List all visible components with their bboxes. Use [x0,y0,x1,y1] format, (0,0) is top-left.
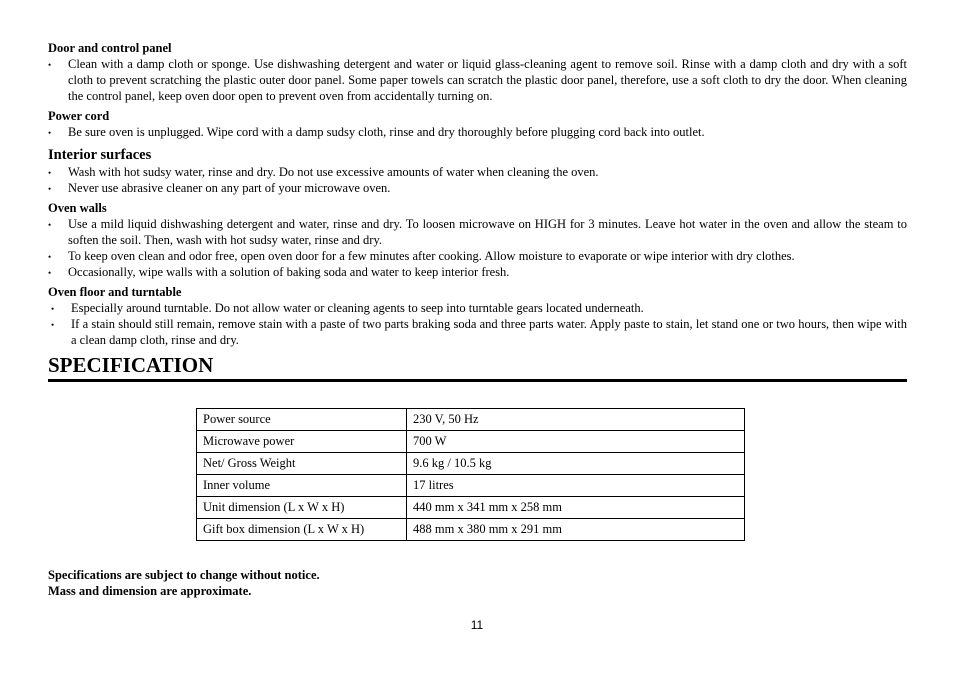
list-item-text: Be sure oven is unplugged. Wipe cord with a damp sudsy cloth, rinse and dry thoroughly before plugging cord back into outlet. [68,125,705,139]
bullet-list-power-cord [48,124,907,140]
spec-label: Microwave power [197,431,407,453]
bullet-icon: • [48,252,52,262]
spec-label: Unit dimension (L x W x H) [197,497,407,519]
bullet-icon: • [48,128,52,138]
list-item [48,216,907,248]
list-item [48,164,907,180]
list-item-text: Use a mild liquid dishwashing detergent and water, rinse and dry. To loosen microwave on HIGH for 3 minutes. Leave hot water in the oven and allow the steam to soften the soil. Then, wash with hot sudsy water, rinse and dry. [68,217,907,247]
bullet-list-oven-floor-turntable [48,300,907,348]
bullet-icon: • [48,60,52,70]
spec-label: Net/ Gross Weight [197,453,407,475]
spec-label: Power source [197,409,407,431]
bullet-list-interior-surfaces [48,164,907,196]
table-row [197,475,745,497]
specification-table [196,408,745,541]
bullet-icon: • [51,320,55,330]
table-row [197,409,745,431]
note-line: Mass and dimension are approximate. [48,584,252,598]
list-item-text: Occasionally, wipe walls with a solution of baking soda and water to keep interior fresh. [68,265,510,279]
spec-value: 700 W [407,431,745,453]
list-item [48,180,907,196]
table-row [197,431,745,453]
spec-value: 488 mm x 380 mm x 291 mm [407,519,745,541]
section-heading-interior-surfaces: Interior surfaces [48,147,152,163]
list-item [48,316,907,348]
spec-value: 17 litres [407,475,745,497]
list-item [48,56,907,104]
bullet-icon: • [48,168,52,178]
document-page [48,40,907,598]
spec-label: Inner volume [197,475,407,497]
note-line: Specifications are subject to change without notice. [48,568,320,582]
list-item-text: If a stain should still remain, remove stain with a paste of two parts braking soda and three parts water. Apply paste to stain, let stand one or two hours, then wipe with a clean damp cloth, rinse and dry. [71,317,907,347]
section-heading-oven-floor-turntable: Oven floor and turntable [48,285,182,299]
list-item [48,300,907,316]
page-number: 11 [470,618,484,632]
bullet-icon: • [48,184,52,194]
bullet-list-oven-walls [48,216,907,280]
specification-notes [48,567,320,599]
table-row [197,453,745,475]
specification-heading: SPECIFICATION [48,352,907,382]
bullet-list-door-control-panel [48,56,907,104]
list-item-text: To keep oven clean and odor free, open oven door for a few minutes after cooking. Allow moisture to evaporate or wipe interior with dry clothes. [68,249,795,263]
list-item-text: Clean with a damp cloth or sponge. Use dishwashing detergent and water or liquid glass-cleaning agent to remove soil. Rinse with a damp cloth and dry with a soft cloth to prevent scratching the plastic outer door panel. Some paper towels can scratch the plastic door panel, therefore, use a soft cloth to dry the door. When cleaning the control panel, keep oven door open to prevent oven from accidentally turning on. [68,57,907,103]
table-row [197,497,745,519]
list-item [48,124,907,140]
bullet-icon: • [48,268,52,278]
list-item [48,264,907,280]
spec-value: 440 mm x 341 mm x 258 mm [407,497,745,519]
list-item-text: Never use abrasive cleaner on any part of your microwave oven. [68,181,391,195]
list-item [48,248,907,264]
section-heading-oven-walls: Oven walls [48,201,107,215]
section-heading-power-cord: Power cord [48,109,110,123]
list-item-text: Especially around turntable. Do not allow water or cleaning agents to seep into turntable gears located underneath. [71,301,644,315]
bullet-icon: • [48,220,52,230]
spec-value: 9.6 kg / 10.5 kg [407,453,745,475]
section-heading-door-control-panel: Door and control panel [48,41,172,55]
bullet-icon: • [51,304,55,314]
spec-value: 230 V, 50 Hz [407,409,745,431]
table-row [197,519,745,541]
list-item-text: Wash with hot sudsy water, rinse and dry. Do not use excessive amounts of water when cleaning the oven. [68,165,599,179]
spec-label: Gift box dimension (L x W x H) [197,519,407,541]
